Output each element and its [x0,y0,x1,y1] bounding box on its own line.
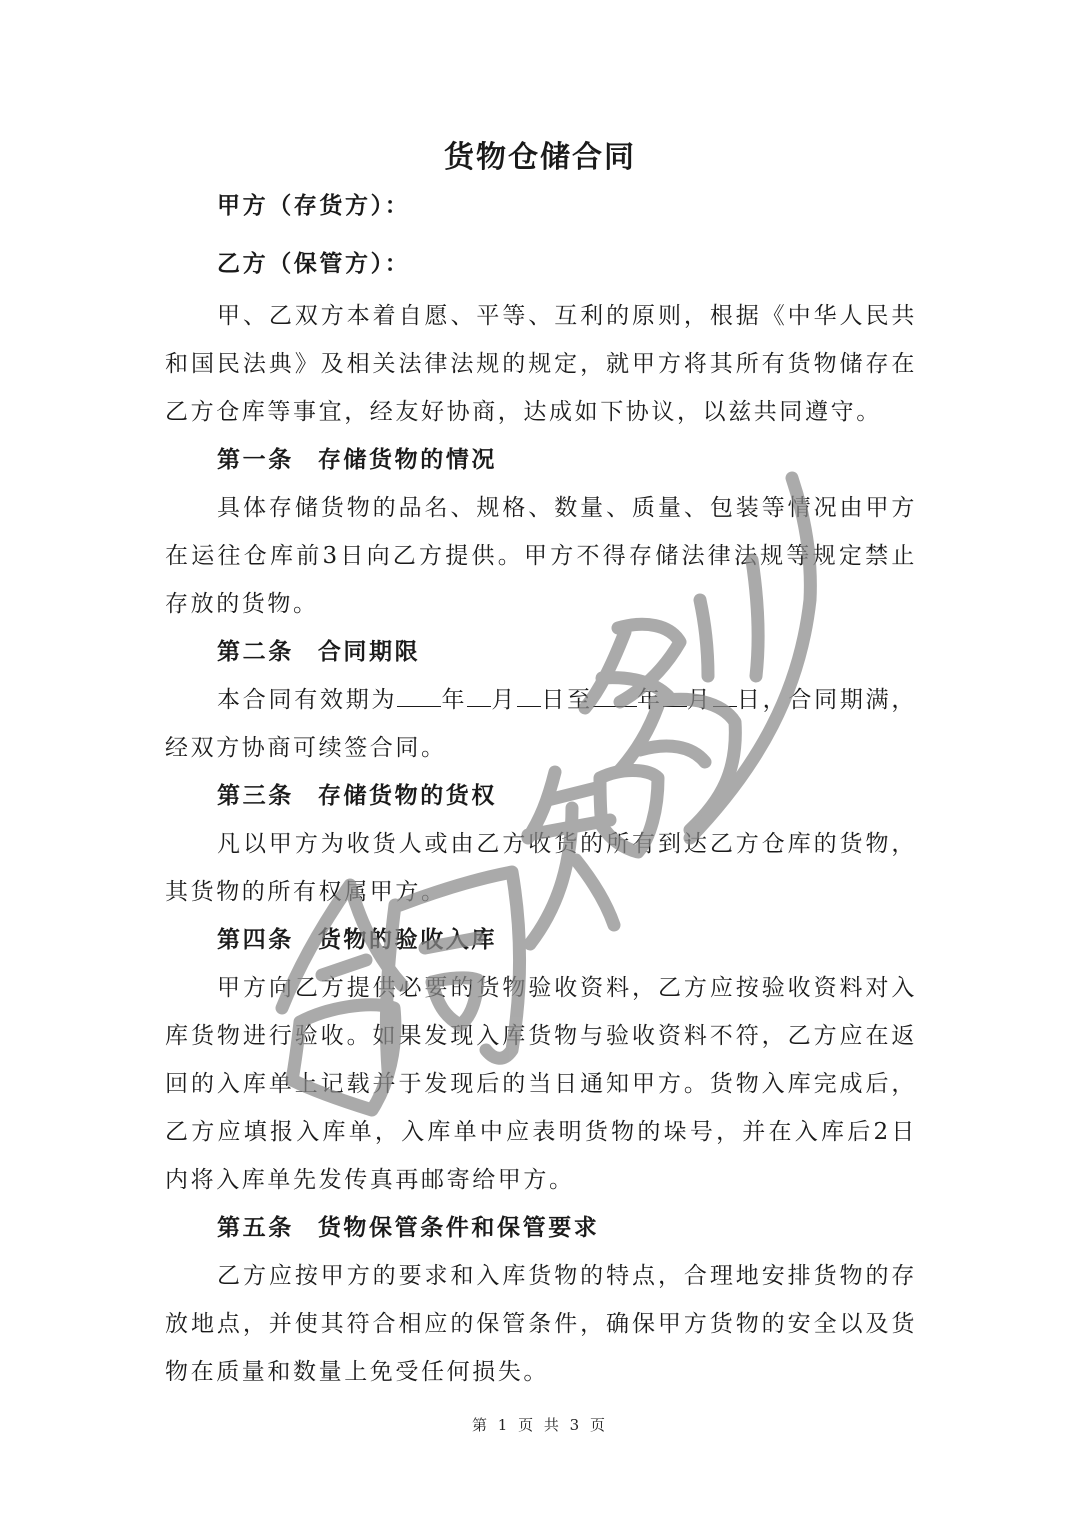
article-5-title: 货物保管条件和保管要求 [317,1215,600,1241]
article-3-heading [165,772,917,820]
article-3-number: 第三条 [217,783,294,809]
article-1-number: 第一条 [217,447,294,473]
end-month-blank [663,680,687,707]
term-text-end: 日，合同期满，经双方协商可续签合同。 [165,687,917,761]
party-a-line: 甲方（存货方）： [217,193,411,219]
party-b-line: 乙方（保管方）： [217,251,411,277]
article-2-title: 合同期限 [317,639,421,665]
article-4-title: 货物的验收入库 [317,927,498,953]
term-year-label-2: 年 [636,687,663,713]
article-1-heading [165,436,917,484]
article-5-body: 乙方应按甲方的要求和入库货物的特点，合理地安排货物的存放地点，并使其符合相应的保管条件，确保甲方货物的安全以及货物在质量和数量上免受任何损失。 [165,1263,917,1385]
article-4-body: 甲方向乙方提供必要的货物验收资料，乙方应按验收资料对入库货物进行验收。如果发现入库货物与验收资料不符，乙方应在返回的入库单上记载并于发现后的当日通知甲方。货物入库完成后，乙方应填报入库单，入库单中应表明货物的垛号，并在入库后2日内将入库单先发传真再邮寄给甲方。 [165,975,917,1193]
article-2-number: 第二条 [217,639,294,665]
term-day-to-label: 日至 [541,687,593,713]
document-title: 货物仓储合同 [444,140,636,175]
end-day-blank [713,680,737,707]
article-2-heading [165,628,917,676]
document-body [165,182,917,1396]
start-day-blank [517,680,541,707]
term-text-start: 本合同有效期为 [217,687,398,713]
article-5-number: 第五条 [217,1215,294,1241]
term-month-label: 月 [491,687,518,713]
term-month-label-2: 月 [686,687,713,713]
start-month-blank [467,680,491,707]
start-year-blank [397,680,441,707]
intro-paragraph: 甲、乙双方本着自愿、平等、互利的原则，根据《中华人民共和国民法典》及相关法律法规的规定，就甲方将其所有货物储存在乙方仓库等事宜，经友好协商，达成如下协议，以兹共同遵守。 [165,303,917,425]
page-footer: 第 1 页 共 3 页 [472,1416,608,1434]
article-4-heading [165,916,917,964]
article-3-title: 存储货物的货权 [317,783,498,809]
article-4-number: 第四条 [217,927,294,953]
article-2-body [165,676,917,772]
term-year-label: 年 [441,687,468,713]
article-1-body: 具体存储货物的品名、规格、数量、质量、包装等情况由甲方在运往仓库前3日向乙方提供。甲方不得存储法律法规等规定禁止存放的货物。 [165,495,917,617]
article-5-heading [165,1204,917,1252]
article-1-title: 存储货物的情况 [317,447,498,473]
article-3-body: 凡以甲方为收货人或由乙方收货的所有到达乙方仓库的货物，其货物的所有权属甲方。 [165,831,917,905]
end-year-blank [593,680,637,707]
